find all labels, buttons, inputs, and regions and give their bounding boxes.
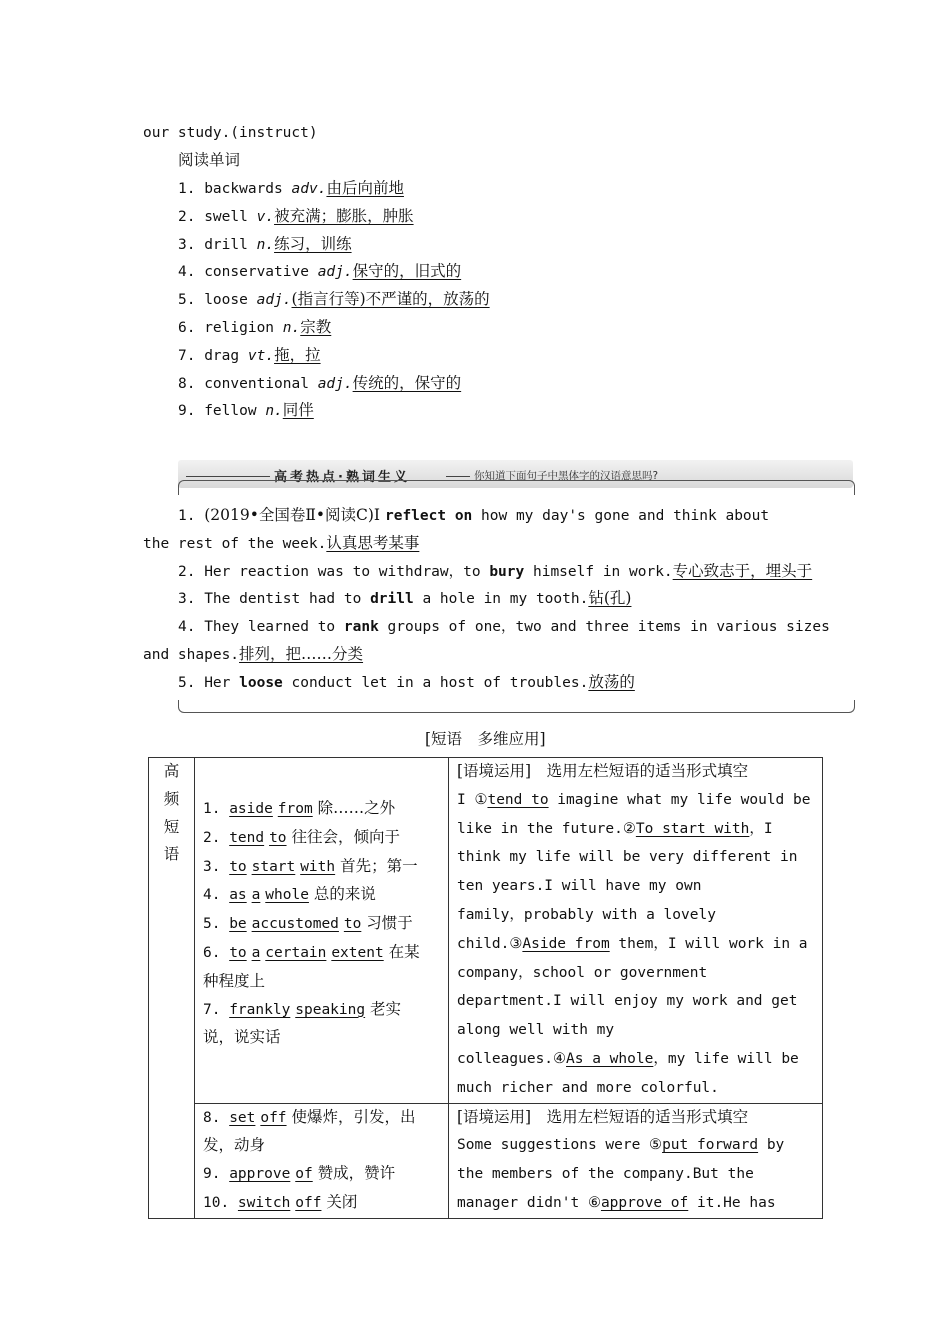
- meaning: 拖，拉: [274, 345, 321, 364]
- item-number: 9.: [203, 1166, 230, 1183]
- phrase-list-1: [203, 758, 448, 1052]
- exercise-text: much richer and more colorful.: [457, 1079, 719, 1096]
- sentence-line: [178, 616, 830, 637]
- part-of-speech: n.: [282, 320, 301, 336]
- phrase-item: [203, 1132, 448, 1160]
- reading-word-item: [178, 261, 461, 282]
- word: drill: [204, 236, 257, 253]
- item-number: 2.: [178, 563, 205, 580]
- phrase-meaning: 赞成，赞许: [317, 1164, 396, 1183]
- reading-word-item: [178, 234, 352, 255]
- phrase-word: accustomed: [251, 916, 339, 933]
- item-number: 3.: [203, 858, 230, 875]
- sentence-line: [178, 561, 812, 582]
- bold-word: drill: [370, 591, 414, 608]
- row-header-cell: [149, 758, 195, 1219]
- item-number: 5.: [178, 674, 205, 691]
- meaning: 练习，训练: [274, 234, 352, 253]
- phrase-word: aside: [229, 801, 273, 817]
- phrase-word: whole: [265, 887, 309, 904]
- phrases-cell-1: [195, 758, 449, 1104]
- item-number: 5.: [203, 916, 230, 933]
- phrase-word: with: [300, 858, 336, 875]
- exercise-text: company，school or government: [457, 964, 708, 981]
- banner-title: 高考热点·熟词生义: [274, 470, 410, 485]
- meaning: (指言行等)不严谨的，放荡的: [291, 290, 490, 309]
- word: fellow: [204, 403, 266, 420]
- phrase-word: frankly: [229, 1001, 291, 1018]
- phrase-item: [203, 795, 448, 824]
- reading-word-item: [178, 317, 331, 338]
- exercise-text: by: [758, 1137, 785, 1154]
- bracket-top: [178, 480, 855, 495]
- banner-subtitle: 你知道下面句子中黑体字的汉语意思吗?: [474, 470, 659, 482]
- phrase-word: certain: [265, 944, 327, 961]
- bold-word: reflect on: [384, 508, 473, 524]
- phrase-section-heading: [短语 多维应用]: [425, 730, 546, 748]
- phrase-meaning: 老实: [370, 999, 402, 1018]
- exercise-text: ten years.I will have my own: [457, 878, 702, 895]
- exercise-line: [457, 959, 822, 988]
- phrase-word: to: [229, 858, 247, 875]
- exercise-line: [457, 1189, 822, 1218]
- exercise-line: [457, 843, 822, 872]
- part-of-speech: vt.: [247, 347, 275, 364]
- item-number: 2.: [178, 208, 205, 225]
- exercise-text: ，I: [749, 820, 773, 837]
- phrase-meaning: 发，动身: [203, 1136, 266, 1155]
- exercise-heading: [语境运用] 选用左栏短语的适当形式填空: [457, 762, 749, 780]
- phrase-word: a: [251, 944, 261, 961]
- phrase-word: off: [295, 1194, 322, 1211]
- word: drag: [204, 347, 248, 364]
- word: backwards: [204, 181, 292, 197]
- item-number: 6.: [178, 320, 205, 336]
- exercise-answer: approve of: [600, 1194, 689, 1211]
- exercise-text: ，my life will be: [653, 1050, 799, 1067]
- row-header-char: 语: [163, 845, 180, 864]
- phrase-item: [203, 1104, 448, 1133]
- reading-word-item: [178, 373, 461, 394]
- sentence-text: They learned to: [204, 619, 344, 636]
- phrase-item: [203, 910, 448, 939]
- word: loose: [204, 292, 257, 309]
- exercise-text: imagine what my life would be: [548, 791, 811, 808]
- row-header-char: 短: [163, 817, 180, 836]
- exercise-answer: To start with: [635, 820, 750, 837]
- phrase-word: extent: [331, 944, 384, 961]
- part-of-speech: adj.: [317, 264, 353, 281]
- exercise-text: manager didn't ⑥: [457, 1194, 601, 1211]
- reading-word-item: [178, 289, 490, 310]
- phrase-item: [203, 1189, 448, 1218]
- part-of-speech: adj.: [317, 375, 353, 392]
- row-header-char: 频: [163, 789, 180, 808]
- item-number: 5.: [178, 292, 205, 309]
- word: religion: [204, 320, 283, 336]
- sentence-text: himself in work.: [524, 563, 673, 580]
- meaning: 传统的，保守的: [352, 373, 462, 392]
- phrase-word: from: [277, 801, 313, 817]
- phrase-word: off: [260, 1109, 287, 1126]
- answer: 专心致志于，埋头于: [672, 561, 813, 580]
- item-number: 10.: [203, 1194, 238, 1211]
- meaning: 同伴: [282, 401, 314, 420]
- sentence-text: (2019•全国卷Ⅱ•阅读C)I: [204, 506, 385, 524]
- exercise-line: [457, 1074, 822, 1103]
- word: swell: [204, 208, 257, 225]
- reading-word-item: [178, 206, 414, 227]
- item-number: 4.: [203, 887, 230, 904]
- item-number: 8.: [178, 375, 205, 392]
- exercise-cell-2: [449, 1103, 823, 1218]
- phrase-item: [203, 996, 448, 1025]
- sentence-line: [178, 505, 769, 526]
- item-number: 9.: [178, 403, 205, 420]
- answer: 钻(孔): [588, 589, 632, 608]
- phrase-list-2: [203, 1104, 448, 1218]
- answer: 放荡的: [588, 672, 635, 691]
- item-number: 4.: [178, 264, 205, 281]
- phrase-word: a: [251, 887, 261, 904]
- phrase-word: start: [251, 858, 296, 875]
- bold-word: bury: [489, 563, 525, 580]
- exercise-text: I ①: [457, 791, 488, 808]
- phrase-item: [203, 824, 448, 853]
- reading-word-item: [178, 178, 404, 199]
- exercise-text: along well with my: [457, 1022, 615, 1039]
- meaning: 保守的，旧式的: [352, 262, 462, 281]
- phrase-word: of: [295, 1166, 313, 1183]
- item-number: 1.: [178, 181, 205, 197]
- phrase-item: [203, 853, 448, 882]
- word: conservative: [204, 264, 318, 281]
- phrase-word: speaking: [295, 1001, 366, 1018]
- part-of-speech: adv.: [291, 181, 327, 197]
- exercise-line: [457, 1160, 822, 1189]
- phrase-word: switch: [237, 1194, 291, 1211]
- exercise-line: [457, 1045, 822, 1074]
- exercise-line: [457, 901, 822, 930]
- bracket-bottom: [178, 700, 855, 713]
- item-number: 7.: [203, 1001, 230, 1018]
- sentence-text: Her reaction was to withdraw，to: [204, 563, 490, 580]
- meaning: 被充满；膨胀，肿胀: [274, 206, 414, 225]
- part-of-speech: adj.: [256, 292, 292, 309]
- reading-word-item: [178, 345, 321, 366]
- sentence-text: Her: [204, 674, 240, 691]
- exercise-heading: [语境运用] 选用左栏短语的适当形式填空: [457, 1107, 749, 1126]
- item-number: 2.: [203, 829, 230, 846]
- exercise-text: the members of the company.But the: [457, 1166, 754, 1183]
- row-header-char: 高: [163, 762, 180, 780]
- exercise-text: Some suggestions were ⑤: [457, 1137, 663, 1154]
- exercise-text: them，I will work in a: [609, 935, 808, 952]
- phrase-word: as: [229, 887, 247, 904]
- reading-word-item: [178, 400, 314, 421]
- sentence-text: the rest of the week.: [143, 535, 327, 552]
- sentence-line: [178, 588, 631, 609]
- part-of-speech: n.: [256, 236, 275, 253]
- phrase-row-2: [149, 1103, 823, 1218]
- exercise-answer: As a whole: [566, 1050, 654, 1067]
- sentence-text: groups of one，two and three items in various sizes: [378, 619, 830, 636]
- item-number: 4.: [178, 619, 205, 636]
- exercise-2: [457, 1104, 822, 1218]
- phrase-word: be: [229, 916, 247, 933]
- phrase-word: set: [229, 1109, 256, 1126]
- sentence-text: how my day's gone and think about: [472, 508, 770, 524]
- item-number: 3.: [178, 591, 205, 608]
- phrase-meaning: 首先；第一: [340, 856, 418, 875]
- exercise-text: like in the future.②: [457, 820, 636, 837]
- part-of-speech: n.: [265, 403, 283, 420]
- phrase-word: to: [343, 916, 362, 933]
- phrases-cell-2: [195, 1103, 449, 1218]
- reading-words-heading: 阅读单词: [178, 151, 241, 169]
- phrase-meaning: 习惯于: [366, 914, 413, 933]
- exercise-cell-1: [449, 758, 823, 1104]
- phrase-word: to: [229, 944, 247, 961]
- exercise-text: child.③: [457, 935, 523, 952]
- exercise-line: [457, 872, 822, 901]
- exercise-text: it.He has: [688, 1194, 776, 1211]
- phrase-meaning: 在某: [388, 942, 420, 961]
- phrase-item: [203, 939, 448, 968]
- exercise-1: [457, 758, 822, 1103]
- exercise-answer: Aside from: [522, 935, 610, 952]
- item-number: 1.: [203, 801, 230, 817]
- phrase-word: tend: [229, 829, 265, 846]
- sentence-text: conduct let in a host of troubles.: [282, 674, 589, 691]
- exercise-text: think my life will be very different in: [457, 849, 798, 866]
- exercise-text: family，probably with a lovely: [457, 906, 716, 923]
- exercise-line: [457, 815, 822, 844]
- item-number: 6.: [203, 944, 230, 961]
- meaning: 宗教: [300, 318, 332, 336]
- row-header: [149, 758, 194, 869]
- answer: 认真思考某事: [326, 533, 420, 552]
- part-of-speech: v.: [256, 208, 275, 225]
- phrase-row-1: [149, 758, 823, 1104]
- banner-rule-left: [186, 476, 270, 477]
- exercise-text: colleagues.④: [457, 1050, 567, 1067]
- banner-rule-mid: [446, 476, 470, 477]
- meaning: 由后向前地: [326, 179, 404, 197]
- sentence-text: and shapes.: [143, 647, 240, 663]
- item-number: 1.: [178, 508, 205, 524]
- exercise-line: [457, 987, 822, 1016]
- sentence-text: The dentist had to: [204, 591, 371, 608]
- bold-word: rank: [343, 619, 379, 636]
- item-number: 3.: [178, 236, 205, 253]
- phrase-item: [203, 881, 448, 910]
- sentence-text: a hole in my tooth.: [413, 591, 589, 608]
- phrase-word: to: [269, 829, 287, 846]
- phrase-meaning: 说，说实话: [203, 1028, 281, 1047]
- sentence-line: [178, 672, 635, 693]
- exercise-line: [457, 1016, 822, 1045]
- sentence-line: [143, 644, 363, 665]
- phrase-meaning: 总的来说: [313, 885, 376, 904]
- exercise-text: department.I will enjoy my work and get: [457, 993, 798, 1010]
- phrase-meaning: 除……之外: [317, 799, 396, 817]
- phrase-item: [203, 1024, 448, 1052]
- exercise-line: [457, 1131, 822, 1160]
- intro-line: our study.(instruct): [143, 125, 318, 141]
- phrase-item: [203, 1160, 448, 1189]
- item-number: 7.: [178, 347, 205, 364]
- phrase-meaning: 关闭: [326, 1192, 358, 1211]
- exercise-line: [457, 786, 822, 815]
- phrase-item: [203, 968, 448, 996]
- exercise-answer: put forward: [662, 1137, 759, 1154]
- phrase-meaning: 使爆炸，引发，出: [291, 1107, 416, 1126]
- word: conventional: [204, 375, 318, 392]
- phrase-word: approve: [229, 1166, 291, 1183]
- exercise-answer: tend to: [487, 791, 549, 808]
- sentence-line: [143, 533, 419, 554]
- phrase-meaning: 种程度上: [203, 971, 266, 990]
- bold-word: loose: [239, 674, 283, 691]
- phrase-table: [148, 757, 823, 1219]
- item-number: 8.: [203, 1109, 230, 1126]
- answer: 排列，把……分类: [239, 645, 364, 663]
- exercise-line: [457, 930, 822, 959]
- phrase-meaning: 往往会，倾向于: [291, 827, 400, 846]
